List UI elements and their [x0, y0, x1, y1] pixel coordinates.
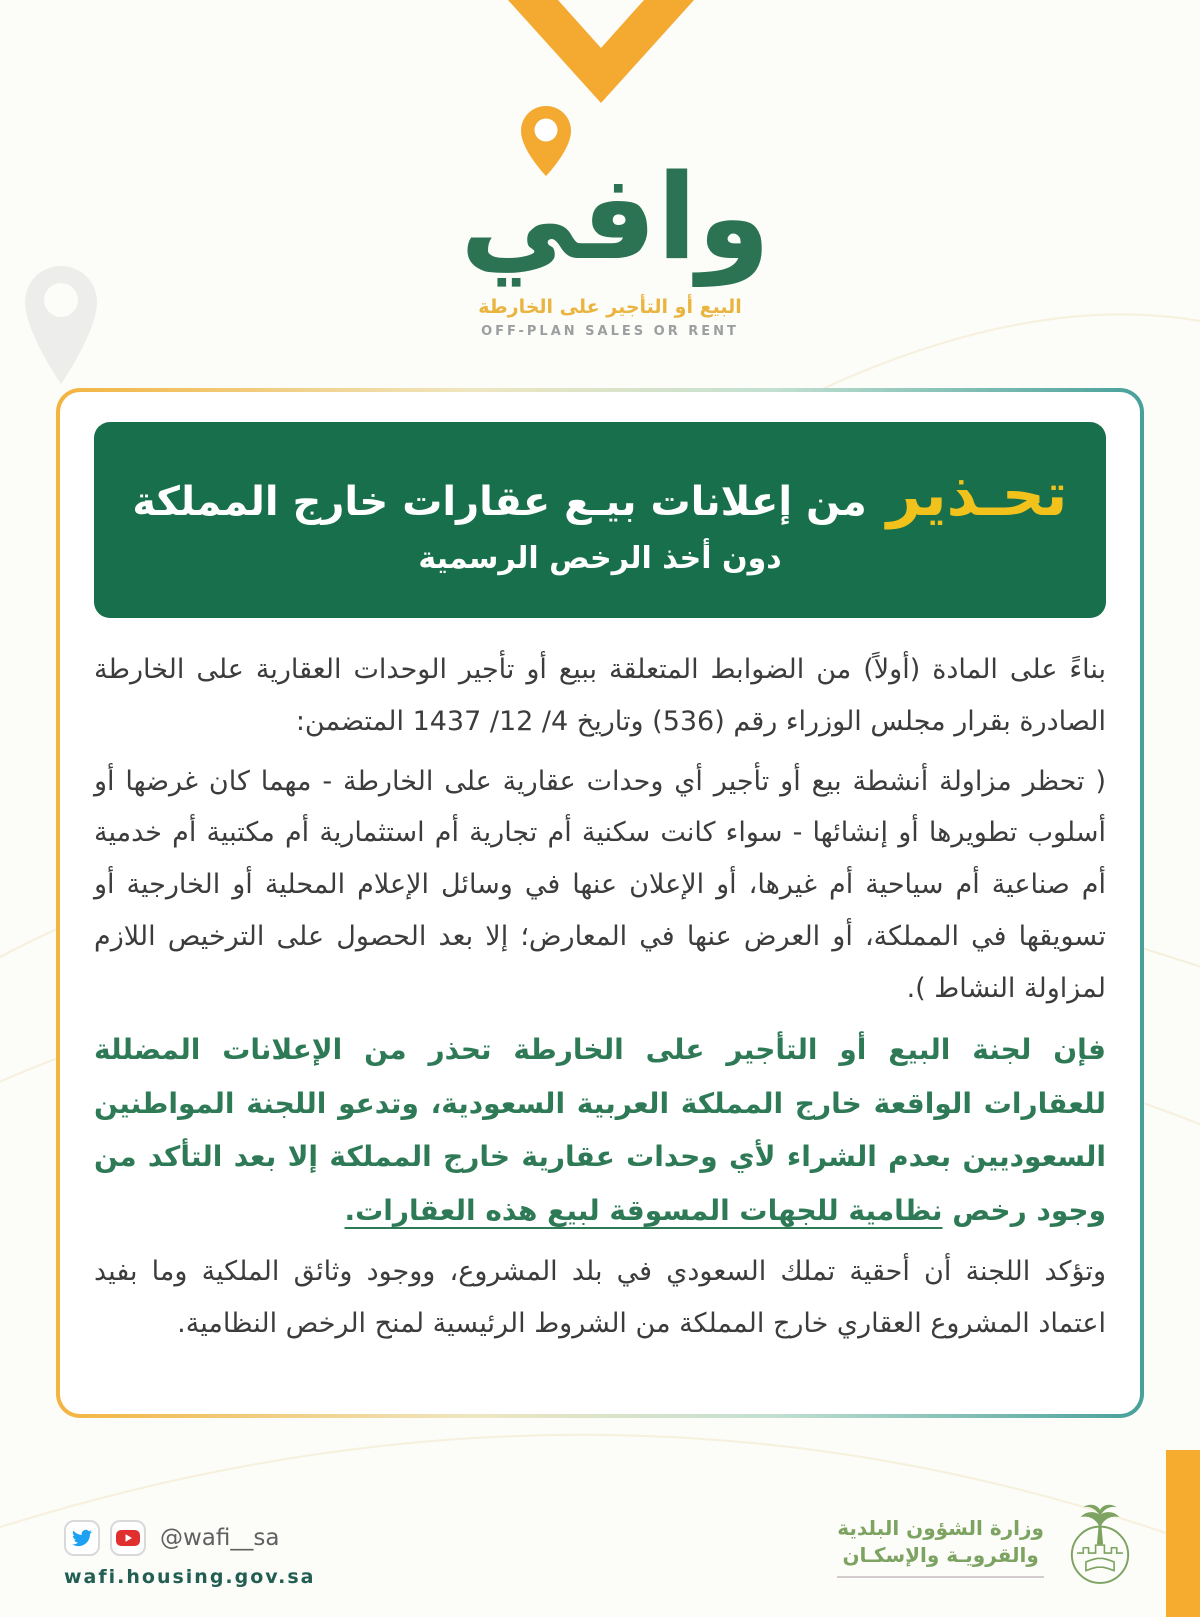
logo-chevron-icon [508, 0, 694, 103]
banner-title-line [132, 459, 1068, 530]
watermark-pin-icon [25, 266, 97, 384]
paragraph-committee-warning [94, 1023, 1106, 1238]
notice-card-inner [60, 392, 1140, 1414]
twitter-icon [64, 1520, 100, 1556]
banner-title: من إعلانات بيـع عقارات خارج المملكة [132, 478, 867, 525]
logo-tagline-arabic: البيع أو التأجير على الخارطة [478, 296, 742, 318]
ministry-name-line1: وزارة الشؤون البلدية [837, 1515, 1044, 1540]
committee-warning-main: فإن لجنة البيع أو التأجير على الخارطة تحذر من الإعلانات المضللة للعقارات الواقعة خارج المملكة العربية السعودية، وتدعو اللجنة المواطنين السعوديين بعدم الشراء لأي وحدات عقارية خارج المملكة إلا بعد التأكد من وجود رخص [94, 1032, 1106, 1228]
social-handle: @wafi__sa [160, 1525, 280, 1551]
committee-warning-underlined: نظامية للجهات المسوقة لبيع هذه العقارات. [344, 1194, 943, 1228]
notice-card [56, 388, 1144, 1418]
ministry-name-line2: والقرويـة والإسكـان [842, 1542, 1039, 1567]
social-block [64, 1520, 315, 1588]
warning-banner [94, 422, 1106, 618]
warning-word: تحـذير [886, 459, 1068, 530]
ministry-block [837, 1502, 1144, 1590]
youtube-icon [110, 1520, 146, 1556]
paragraph-ownership-note: وتؤكد اللجنة أن أحقية تملك السعودي في بلد المشروع، ووجود وثائق الملكية وما بفيد اعتماد المشروع العقاري خارج المملكة من الشروط الرئيسية لمنح الرخص النظامية. [94, 1255, 1106, 1339]
paragraph-regulation-quote: ( تحظر مزاولة أنشطة بيع أو تأجير أي وحدات عقارية على الخارطة - مهما كان غرضها أو أسلوب تطويرها أو إنشائها - سواء كانت سكنية أم تجارية أم استثمارية أم مكتبية أم خدمية أم صناعية أم سياحية أم غيرها، أو الإعلان عنها في وسائل الإعلام المحلية أو الخارجية أو تسويقها في المملكة، أو العرض عنها في المعارض؛ إلا بعد الحصول على الترخيص اللازم لمزاولة النشاط ). [94, 765, 1106, 1004]
ministry-divider [837, 1576, 1044, 1578]
social-row [64, 1520, 315, 1556]
ministry-emblem-icon [1056, 1502, 1144, 1590]
accent-bar [1166, 1450, 1200, 1617]
logo-tagline-english: OFF-PLAN SALES OR RENT [481, 324, 739, 339]
ministry-name [837, 1515, 1044, 1578]
notice-body [94, 644, 1106, 1349]
paragraph-legal-basis: بناءً على المادة (أولاً) من الضوابط المتعلقة ببيع أو تأجير الوحدات العقارية على الخارطة الصادرة بقرار مجلس الوزراء رقم (536) وتاريخ 4/ 12/ 1437 المتضمن: [94, 654, 1106, 737]
website-text: wafi.housing.gov.sa [64, 1566, 316, 1588]
banner-subtitle: دون أخذ الرخص الرسمية [418, 540, 782, 576]
wafi-logo-wordmark: وافي [460, 148, 771, 286]
